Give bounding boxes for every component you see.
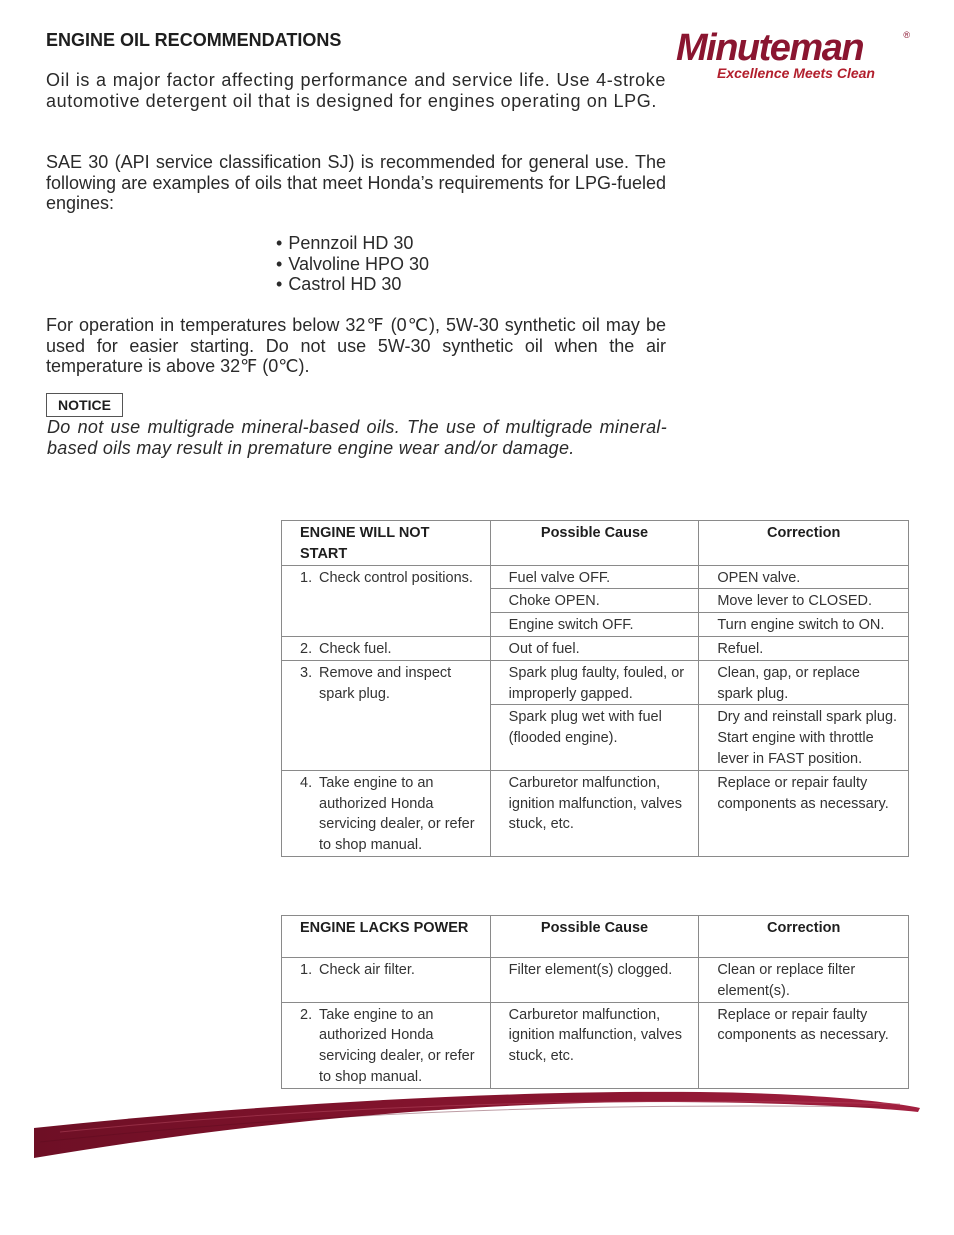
symptom-header: ENGINE WILL NOT START: [282, 521, 491, 566]
correction-header: Correction: [699, 521, 909, 566]
sae-recommendation-paragraph: SAE 30 (API service classification SJ) is recommended for general use. The following are examples of oils that meet Honda’s requirements for LPG-fueled engines:: [46, 152, 666, 213]
oil-example-item: • Castrol HD 30: [276, 274, 429, 295]
cause-cell: Spark plug faulty, fouled, or improperly gapped.: [490, 660, 699, 705]
correction-cell: Clean, gap, or replace spark plug.: [699, 660, 909, 705]
minuteman-logo: [676, 27, 912, 86]
cause-cell: Engine switch OFF.: [490, 613, 699, 637]
correction-cell: Replace or repair faulty components as necessary.: [699, 1002, 909, 1088]
cold-temperature-paragraph: For operation in temperatures below 32℉ (0℃), 5W-30 synthetic oil may be used for easier starting. Do not use 5W-30 synthetic oil when the air temperature is above 32℉ (0℃).: [46, 315, 666, 376]
correction-cell: OPEN valve.: [699, 565, 909, 589]
check-step: 1. Check control positions.: [282, 565, 491, 636]
cause-cell: Fuel valve OFF.: [490, 565, 699, 589]
cause-cell: Out of fuel.: [490, 636, 699, 660]
engine-lacks-power-table: [281, 915, 909, 1089]
possible-cause-header: Possible Cause: [490, 916, 699, 958]
notice-text: Do not use multigrade mineral-based oils. The use of multigrade mineral-based oils may result in premature engine wear and/or damage.: [47, 417, 667, 458]
cause-cell: Carburetor malfunction, ignition malfunction, valves stuck, etc.: [490, 1002, 699, 1088]
correction-cell: Clean or replace filter element(s).: [699, 958, 909, 1003]
check-step: 1. Check air filter.: [282, 958, 491, 1003]
correction-cell: Dry and reinstall spark plug. Start engine with throttle lever in FAST position.: [699, 705, 909, 770]
possible-cause-header: Possible Cause: [490, 521, 699, 566]
footer-swoosh: [0, 1080, 954, 1170]
page-heading: ENGINE OIL RECOMMENDATIONS: [46, 30, 342, 50]
correction-cell: Turn engine switch to ON.: [699, 613, 909, 637]
oil-example-item: • Valvoline HPO 30: [276, 254, 429, 275]
logo-tagline: Excellence Meets Clean: [717, 65, 875, 81]
symptom-header: ENGINE LACKS POWER: [282, 916, 491, 958]
correction-cell: Refuel.: [699, 636, 909, 660]
check-step: 2. Take engine to an authorized Honda servicing dealer, or refer to shop manual.: [282, 1002, 491, 1088]
oil-example-item: • Pennzoil HD 30: [276, 233, 429, 254]
cause-cell: Choke OPEN.: [490, 589, 699, 613]
correction-cell: Move lever to CLOSED.: [699, 589, 909, 613]
notice-label: NOTICE: [46, 393, 123, 417]
check-step: 2. Check fuel.: [282, 636, 491, 660]
registered-mark: ®: [903, 30, 910, 40]
cause-cell: Spark plug wet with fuel (flooded engine).: [490, 705, 699, 770]
check-step: 4. Take engine to an authorized Honda servicing dealer, or refer to shop manual.: [282, 770, 491, 856]
check-step: 3. Remove and inspect spark plug.: [282, 660, 491, 770]
oil-intro-paragraph: Oil is a major factor affecting performance and service life. Use 4-stroke automotive detergent oil that is designed for engines operating on LPG.: [46, 70, 666, 111]
oil-examples-list: [276, 233, 429, 295]
engine-will-not-start-table: [281, 520, 909, 857]
logo-wordmark: Minuteman: [676, 27, 864, 69]
cause-cell: Filter element(s) clogged.: [490, 958, 699, 1003]
correction-header: Correction: [699, 916, 909, 958]
cause-cell: Carburetor malfunction, ignition malfunction, valves stuck, etc.: [490, 770, 699, 856]
correction-cell: Replace or repair faulty components as necessary.: [699, 770, 909, 856]
